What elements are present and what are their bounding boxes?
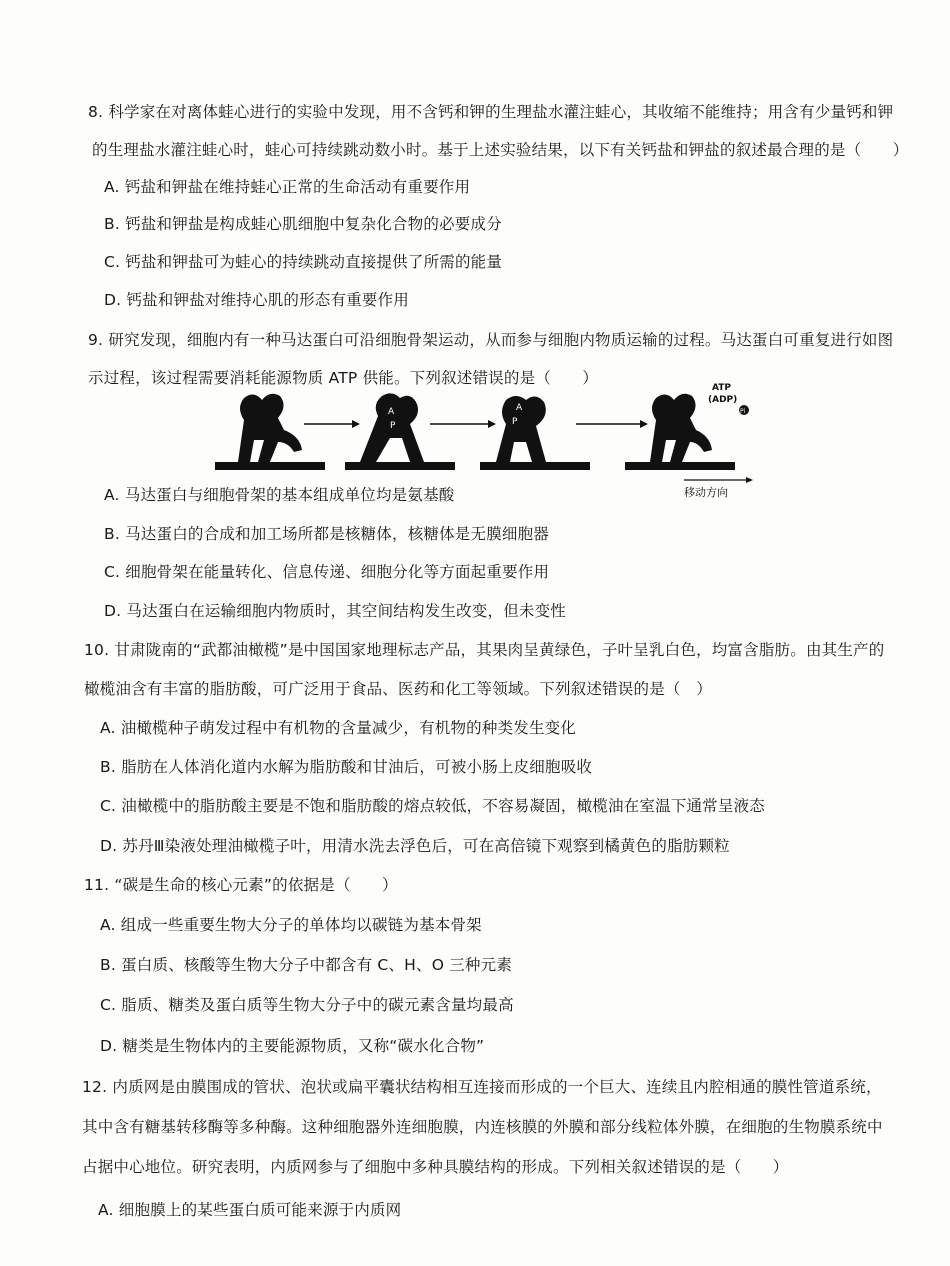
motor-protein-diagram bbox=[210, 380, 770, 500]
atp-letter-p-2: P bbox=[390, 421, 396, 431]
label-atp: ATP bbox=[712, 383, 732, 393]
cytoskeleton-track-2 bbox=[345, 462, 455, 470]
q11-option-a: A. 组成一些重要生物大分子的单体均以碳链为基本骨架 bbox=[100, 916, 482, 934]
q11-option-b: B. 蛋白质、核酸等生物大分子中都含有 C、H、O 三种元素 bbox=[100, 956, 513, 974]
label-adp: (ADP) bbox=[708, 395, 738, 405]
q10-option-d: D. 苏丹Ⅲ染液处理油橄榄子叶，用清水洗去浮色后，可在高倍镜下观察到橘黄色的脂肪颗粒 bbox=[100, 837, 730, 855]
direction-arrow-head bbox=[746, 477, 753, 483]
direction-label: 移动方向 bbox=[684, 486, 728, 499]
q8-stem-line2: 的生理盐水灌注蛙心时，蛙心可持续跳动数小时。基于上述实验结果，以下有关钙盐和钾盐的叙述最合理的是（ ） bbox=[92, 141, 909, 159]
q9-stem-line1: 9. 研究发现，细胞内有一种马达蛋白可沿细胞骨架运动，从而参与细胞内物质运输的过程。马达蛋白可重复进行如图 bbox=[88, 331, 894, 349]
q8-option-d: D. 钙盐和钾盐对维持心肌的形态有重要作用 bbox=[104, 291, 409, 309]
q12-stem-line2: 其中含有糖基转移酶等多种酶。这种细胞器外连细胞膜，内连核膜的外膜和部分线粒体外膜，在细胞的生物膜系统中 bbox=[82, 1118, 883, 1136]
q10-option-b: B. 脂肪在人体消化道内水解为脂肪酸和甘油后，可被小肠上皮细胞吸收 bbox=[100, 758, 593, 776]
q8-stem-line1: 8. 科学家在对离体蛙心进行的实验中发现，用不含钙和钾的生理盐水灌注蛙心，其收缩不能维持；用含有少量钙和钾 bbox=[88, 103, 894, 121]
q11-option-c: C. 脂质、糖类及蛋白质等生物大分子中的碳元素含量均最高 bbox=[100, 996, 514, 1014]
q9-option-c: C. 细胞骨架在能量转化、信息传递、细胞分化等方面起重要作用 bbox=[104, 563, 550, 581]
atp-letter-a-2: A bbox=[388, 407, 395, 417]
arrow-1-head bbox=[352, 420, 360, 428]
arrow-3-head bbox=[640, 420, 648, 428]
q11-option-d: D. 糖类是生物体内的主要能源物质，又称“碳水化合物” bbox=[100, 1037, 485, 1055]
q12-option-a: A. 细胞膜上的某些蛋白质可能来源于内质网 bbox=[98, 1201, 402, 1219]
cytoskeleton-track-1 bbox=[215, 462, 325, 470]
q10-option-a: A. 油橄榄种子萌发过程中有机物的含量减少，有机物的种类发生变化 bbox=[100, 719, 577, 737]
q8-option-a: A. 钙盐和钾盐在维持蛙心正常的生命活动有重要作用 bbox=[104, 178, 471, 196]
q10-stem-line1: 10. 甘肃陇南的“武都油橄榄”是中国国家地理标志产品，其果肉呈黄绿色，子叶呈乳白色，均富含脂肪。由其生产的 bbox=[84, 641, 885, 659]
q9-option-d: D. 马达蛋白在运输细胞内物质时，其空间结构发生改变，但未变性 bbox=[104, 602, 566, 620]
q9-stem-line2: 示过程，该过程需要消耗能源物质 ATP 供能。下列叙述错误的是（ ） bbox=[88, 369, 599, 387]
atp-letter-a-3: A bbox=[516, 403, 523, 413]
q10-stem-line2: 橄榄油含有丰富的脂肪酸，可广泛用于食品、医药和化工等领域。下列叙述错误的是（ ） bbox=[84, 680, 713, 698]
motor-protein-4 bbox=[650, 394, 712, 462]
q8-option-b: B. 钙盐和钾盐是构成蛙心肌细胞中复杂化合物的必要成分 bbox=[104, 215, 502, 233]
q8-option-c: C. 钙盐和钾盐可为蛙心的持续跳动直接提供了所需的能量 bbox=[104, 253, 503, 271]
q10-option-c: C. 油橄榄中的脂肪酸主要是不饱和脂肪酸的熔点较低，不容易凝固，橄榄油在室温下通常呈液态 bbox=[100, 797, 765, 815]
q12-stem-line1: 12. 内质网是由膜围成的管状、泡状或扁平囊状结构相互连接而形成的一个巨大、连续且内腔相通的膜性管道系统， bbox=[82, 1078, 882, 1096]
q9-option-b: B. 马达蛋白的合成和加工场所都是核糖体，核糖体是无膜细胞器 bbox=[104, 525, 549, 543]
arrow-2-head bbox=[488, 420, 496, 428]
q9-option-a: A. 马达蛋白与细胞骨架的基本组成单位均是氨基酸 bbox=[104, 486, 455, 504]
motor-protein-1 bbox=[238, 394, 302, 462]
atp-letter-p-3: P bbox=[512, 417, 518, 427]
q11-stem: 11. “碳是生命的核心元素”的依据是（ ） bbox=[84, 876, 398, 894]
q12-stem-line3: 占据中心地位。研究表明，内质网参与了细胞中多种具膜结构的形成。下列相关叙述错误的是（ ） bbox=[82, 1158, 789, 1176]
cytoskeleton-track-3 bbox=[480, 462, 590, 470]
label-pi: Pi bbox=[740, 408, 746, 415]
cytoskeleton-track-4 bbox=[625, 462, 735, 470]
